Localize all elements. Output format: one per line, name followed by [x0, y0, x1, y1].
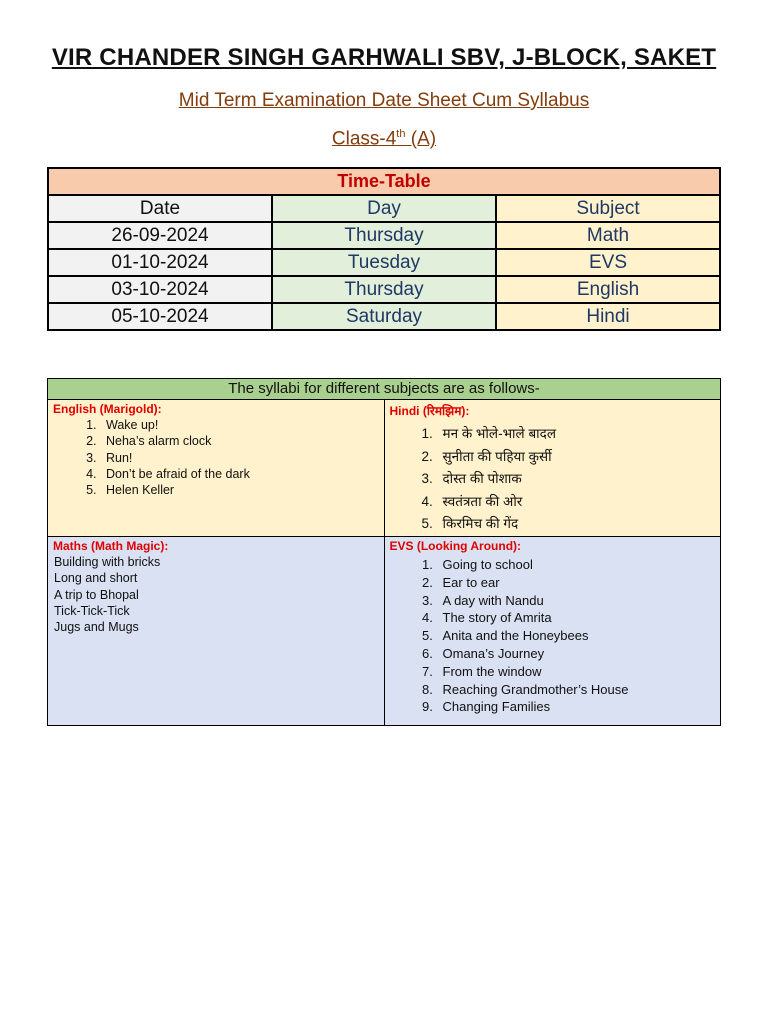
list-item: 1. Wake up! [100, 417, 384, 433]
list-item: 3. A day with Nandu [437, 592, 721, 610]
list-item: A trip to Bhopal [54, 587, 139, 602]
english-syllabus-cell [48, 400, 385, 537]
table-row [48, 276, 720, 303]
exam-subject: EVS [496, 249, 720, 276]
list-item: 8. Reaching Grandmother’s House [437, 681, 721, 699]
list-item: 2. Neha’s alarm clock [100, 433, 384, 449]
list-item: 3. Run! [100, 450, 384, 466]
hindi-chapter-list [385, 423, 721, 536]
exam-date: 05-10-2024 [48, 303, 272, 330]
maths-chapter-list [54, 554, 384, 635]
list-item: 7. From the window [437, 663, 721, 681]
table-row [48, 249, 720, 276]
exam-day: Thursday [272, 276, 496, 303]
school-title: VIR CHANDER SINGH GARHWALI SBV, J-BLOCK, SAKET [51, 44, 717, 71]
exam-day: Thursday [272, 222, 496, 249]
list-item: 4. स्वतंत्रता की ओर [437, 491, 721, 514]
class-section: (A) [405, 128, 437, 150]
list-item: 2. सुनीता की पहिया कुर्सी [437, 446, 721, 469]
list-item: Long and short [54, 571, 138, 586]
list-item: 2. Ear to ear [437, 574, 721, 592]
evs-chapter-list [385, 556, 721, 716]
class-suffix: th [396, 128, 406, 140]
list-item: 5. Helen Keller [100, 482, 384, 498]
column-header-day: Day [272, 195, 496, 222]
list-item: 9. Changing Families [437, 698, 721, 716]
list-item: 5. किरमिच की गेंद [437, 513, 721, 536]
hindi-syllabus-cell [384, 400, 721, 537]
exam-subject: Math [496, 222, 720, 249]
english-chapter-list [48, 417, 384, 498]
exam-subject: Hindi [496, 303, 720, 330]
syllabus-table [47, 378, 721, 726]
hindi-label: Hindi (रिमझिम): [389, 404, 470, 418]
class-prefix: Class-4 [331, 128, 397, 150]
english-label: English (Marigold): [53, 402, 162, 416]
maths-label: Maths (Math Magic): [53, 539, 169, 553]
exam-subtitle: Mid Term Examination Date Sheet Cum Syllabus [178, 90, 590, 111]
column-header-date: Date [48, 195, 272, 222]
evs-label: EVS (Looking Around): [389, 539, 522, 553]
table-row [48, 303, 720, 330]
syllabus-heading: The syllabi for different subjects are as follows- [48, 379, 721, 400]
list-item: Building with bricks [54, 555, 161, 569]
list-item: 6. Omana’s Journey [437, 645, 721, 663]
timetable-header-row [48, 195, 720, 222]
list-item: Tick-Tick-Tick [54, 603, 130, 618]
exam-subject: English [496, 276, 720, 303]
timetable-title: Time-Table [48, 168, 720, 195]
list-item: 1. मन के भोले-भाले बादल [437, 423, 721, 446]
list-item: 3. दोस्त की पोशाक [437, 468, 721, 491]
table-row [48, 222, 720, 249]
list-item: 5. Anita and the Honeybees [437, 627, 721, 645]
exam-date: 01-10-2024 [48, 249, 272, 276]
list-item: Jugs and Mugs [54, 620, 139, 635]
list-item: 4. The story of Amrita [437, 609, 721, 627]
class-title [0, 128, 768, 150]
timetable [47, 167, 721, 331]
maths-syllabus-cell [48, 537, 385, 726]
list-item: 4. Don’t be afraid of the dark [100, 466, 384, 482]
column-header-subject: Subject [496, 195, 720, 222]
evs-syllabus-cell [384, 537, 721, 726]
exam-date: 03-10-2024 [48, 276, 272, 303]
list-item: 1. Going to school [437, 556, 721, 574]
exam-day: Tuesday [272, 249, 496, 276]
exam-day: Saturday [272, 303, 496, 330]
exam-date: 26-09-2024 [48, 222, 272, 249]
